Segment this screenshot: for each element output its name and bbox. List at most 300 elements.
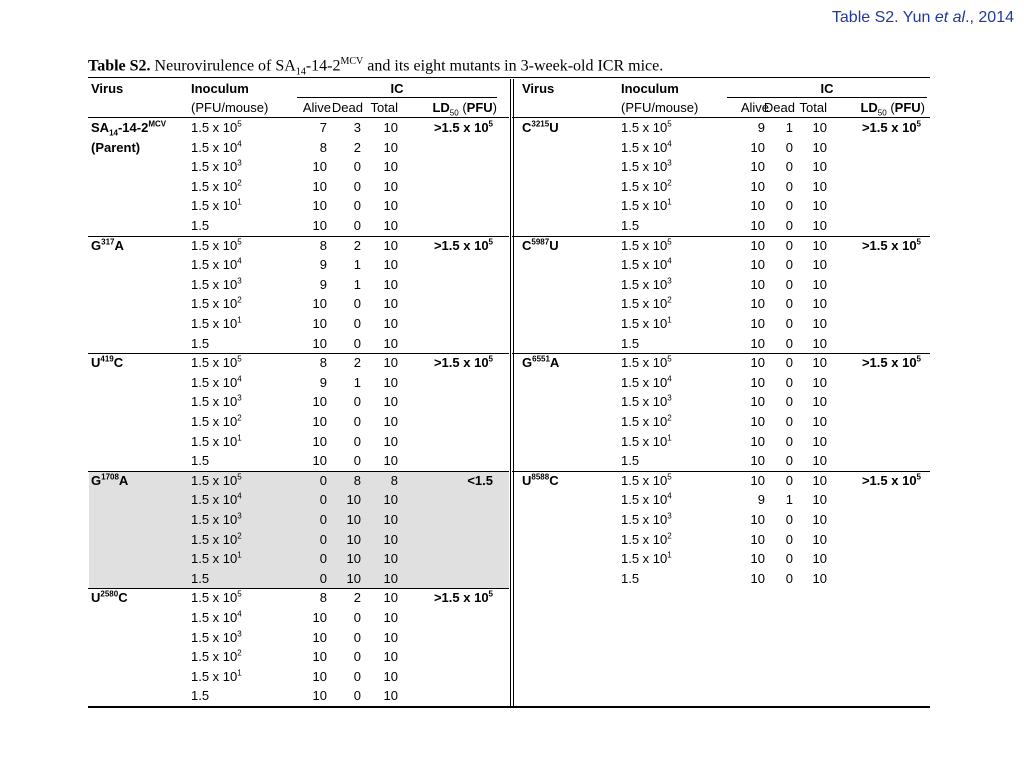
- inoculum-exp: 3: [237, 511, 242, 521]
- inoculum-base: 1.5 x 10: [621, 551, 668, 567]
- right-inoculum-value: [621, 316, 672, 331]
- inoculum-base: 1.5 x 10: [621, 531, 668, 547]
- left-inoculum-value: [191, 532, 242, 547]
- right-total-value: 10: [812, 394, 827, 410]
- left-total-value: 10: [383, 139, 398, 155]
- inoculum-exp: 2: [667, 531, 672, 541]
- left-inoculum-value: [191, 394, 242, 409]
- inoculum-exp: 5: [237, 237, 242, 247]
- page-reference: [832, 9, 1014, 27]
- right-dead-value: 0: [785, 472, 793, 488]
- left-inoculum-value: [191, 375, 242, 390]
- right-dead-value: 1: [785, 120, 793, 135]
- inoculum-base: 1.5: [621, 218, 640, 233]
- left-inoculum-value: [191, 355, 242, 370]
- left-alive-value: 10: [312, 629, 327, 645]
- inoculum-exp: 4: [667, 139, 672, 149]
- left-total-value: 10: [383, 551, 398, 567]
- right-total-value: 10: [812, 296, 827, 312]
- left-virus-name: [91, 590, 128, 605]
- caption-sub: 14: [295, 66, 306, 78]
- left-alive-value: 0: [319, 551, 327, 567]
- inoculum-base: 1.5 x 10: [621, 394, 668, 410]
- inoculum-base: 1.5 x 10: [621, 512, 668, 527]
- left-dead-value: 0: [353, 668, 361, 684]
- inoculum-exp: 3: [237, 629, 242, 639]
- ld50-exp: 5: [916, 354, 921, 364]
- left-alive-value: 10: [312, 433, 327, 449]
- right-alive-value: 10: [750, 276, 765, 292]
- inoculum-exp: 1: [237, 668, 242, 678]
- inoculum-exp: 3: [667, 394, 672, 404]
- right-alive-value: 10: [750, 237, 765, 253]
- left-inoculum-value: [191, 434, 242, 449]
- inoculum-exp: 4: [237, 609, 242, 619]
- right-dead-value: 0: [785, 257, 793, 273]
- right-alive-value: 10: [750, 551, 765, 567]
- right-total-value: 10: [812, 316, 827, 331]
- right-header-ic: IC: [820, 81, 834, 96]
- ld50-base: >1.5 x 10: [433, 355, 489, 371]
- right-dead-value: 0: [785, 355, 793, 371]
- inoculum-exp: 4: [237, 374, 242, 384]
- left-total-value: 10: [383, 610, 398, 625]
- right-inoculum-value: [621, 277, 672, 292]
- inoculum-base: 1.5: [621, 335, 640, 351]
- left-ld50-value: [393, 590, 493, 605]
- left-inoculum-value: [191, 492, 242, 507]
- inoculum-exp: 2: [237, 531, 242, 541]
- left-virus-name-line2: (Parent): [91, 139, 141, 155]
- right-total-value: 10: [812, 355, 827, 371]
- left-alive-value: 0: [319, 472, 327, 488]
- left-inoculum-value: [191, 669, 242, 684]
- right-inoculum-value: [621, 492, 672, 507]
- right-inoculum-value: [621, 218, 639, 233]
- right-inoculum-value: [621, 375, 672, 390]
- left-total-value: 10: [383, 257, 398, 273]
- inoculum-exp: 5: [667, 354, 672, 364]
- right-dead-value: 1: [785, 492, 793, 508]
- inoculum-exp: 5: [237, 590, 242, 600]
- right-total-value: 10: [812, 453, 827, 469]
- inoculum-base: 1.5 x 10: [191, 433, 238, 449]
- left-header-pfu-mouse: (PFU/mouse): [191, 100, 269, 115]
- inoculum-base: 1.5 x 10: [621, 316, 668, 331]
- ld50-base: >1.5 x 10: [433, 590, 489, 606]
- virus-name-text: C: [549, 472, 559, 488]
- virus-name-sup: 5987: [531, 237, 550, 247]
- inoculum-exp: 3: [667, 158, 672, 168]
- left-alive-value: 8: [319, 590, 327, 606]
- left-dead-value: 10: [346, 512, 361, 527]
- right-alive-value: 10: [750, 433, 765, 449]
- left-inoculum-value: [191, 512, 242, 527]
- inoculum-exp: 5: [667, 472, 672, 482]
- inoculum-base: 1.5 x 10: [621, 198, 668, 214]
- left-alive-value: 8: [319, 355, 327, 371]
- inoculum-base: 1.5 x 10: [621, 414, 668, 429]
- caption-text-c: and its eight mutants in 3-week-old ICR mice.: [363, 57, 664, 75]
- right-alive-value: 10: [750, 414, 765, 429]
- right-alive-value: 10: [750, 178, 765, 194]
- right-inoculum-value: [621, 296, 672, 311]
- right-virus-name: [522, 120, 559, 135]
- inoculum-exp: 4: [237, 256, 242, 266]
- left-total-value: 10: [383, 453, 398, 469]
- left-dead-value: 2: [353, 237, 361, 253]
- virus-name-text: G: [91, 237, 102, 253]
- right-ld50-value: [821, 238, 921, 253]
- column-divider: [510, 79, 514, 706]
- ld50-base: <1.5: [467, 472, 493, 488]
- left-dead-value: 0: [353, 198, 361, 214]
- inoculum-base: 1.5 x 10: [191, 551, 238, 567]
- left-alive-value: 10: [312, 159, 327, 175]
- left-total-value: 10: [383, 276, 398, 292]
- left-virus-name: [91, 119, 167, 138]
- right-inoculum-value: [621, 473, 672, 488]
- ld-label: LD: [860, 100, 878, 115]
- left-header-alive: Alive: [302, 100, 331, 115]
- inoculum-base: 1.5 x 10: [191, 590, 238, 606]
- left-inoculum-value: [191, 179, 242, 194]
- left-inoculum-value: [191, 296, 242, 311]
- ld50-exp: 5: [916, 237, 921, 247]
- right-total-value: 10: [812, 531, 827, 547]
- left-total-value: 10: [383, 178, 398, 194]
- inoculum-base: 1.5 x 10: [191, 492, 238, 508]
- left-total-value: 8: [390, 472, 398, 488]
- left-group-separator: [88, 471, 509, 472]
- left-inoculum-value: [191, 120, 242, 135]
- right-dead-value: 0: [785, 531, 793, 547]
- right-total-value: 10: [812, 139, 827, 155]
- right-group-separator: [512, 471, 930, 472]
- inoculum-base: 1.5 x 10: [621, 139, 668, 155]
- right-virus-name: [522, 238, 559, 253]
- left-alive-value: 0: [319, 570, 327, 586]
- left-alive-value: 10: [312, 198, 327, 214]
- left-alive-value: 10: [312, 668, 327, 684]
- right-total-value: 10: [812, 414, 827, 429]
- inoculum-exp: 3: [667, 511, 672, 521]
- virus-name-sup: 1708: [101, 472, 119, 482]
- left-inoculum-value: [191, 630, 242, 645]
- ld50-exp: 5: [488, 237, 493, 247]
- inoculum-exp: 5: [237, 354, 242, 364]
- inoculum-exp: 4: [667, 374, 672, 384]
- left-total-value: 10: [383, 355, 398, 371]
- left-virus-name: [91, 473, 128, 488]
- virus-name-text: C: [113, 355, 124, 371]
- left-alive-value: 10: [312, 688, 327, 704]
- inoculum-exp: 4: [237, 492, 242, 502]
- inoculum-exp: 2: [667, 178, 672, 188]
- ld50-base: >1.5 x 10: [433, 120, 489, 135]
- right-dead-value: 0: [785, 296, 793, 312]
- left-total-value: 10: [383, 335, 398, 351]
- left-inoculum-value: [191, 590, 242, 605]
- left-dead-value: 0: [353, 159, 361, 175]
- inoculum-base: 1.5 x 10: [621, 472, 668, 488]
- right-inoculum-value: [621, 179, 672, 194]
- left-inoculum-value: [191, 453, 209, 468]
- inoculum-base: 1.5 x 10: [191, 257, 238, 273]
- left-inoculum-value: [191, 238, 242, 253]
- virus-name-sup: 3215: [531, 119, 550, 129]
- left-inoculum-value: [191, 571, 209, 586]
- right-inoculum-value: [621, 355, 672, 370]
- right-total-value: 10: [812, 512, 827, 527]
- inoculum-base: 1.5 x 10: [191, 120, 238, 135]
- inoculum-base: 1.5 x 10: [191, 355, 238, 371]
- right-dead-value: 0: [785, 218, 793, 233]
- left-alive-value: 7: [319, 120, 327, 135]
- left-dead-value: 10: [346, 551, 361, 567]
- virus-name-text: C: [522, 237, 532, 253]
- right-dead-value: 0: [785, 139, 793, 155]
- right-alive-value: 10: [750, 296, 765, 312]
- inoculum-exp: 2: [237, 296, 242, 306]
- table-caption: [88, 56, 663, 78]
- inoculum-base: 1.5: [621, 453, 640, 469]
- virus-name-text: A: [118, 472, 129, 488]
- left-alive-value: 8: [319, 139, 327, 155]
- left-inoculum-value: [191, 159, 242, 174]
- virus-name-sup: 8588: [531, 472, 550, 482]
- inoculum-base: 1.5 x 10: [191, 668, 238, 684]
- right-total-value: 10: [812, 218, 827, 233]
- left-inoculum-value: [191, 473, 242, 488]
- right-total-value: 10: [812, 257, 827, 273]
- right-alive-value: 10: [750, 257, 765, 273]
- left-alive-value: 10: [312, 610, 327, 625]
- left-inoculum-value: [191, 551, 242, 566]
- inoculum-base: 1.5 x 10: [191, 610, 238, 625]
- left-alive-value: 9: [319, 374, 327, 390]
- inoculum-exp: 5: [667, 119, 672, 129]
- ld50-exp: 5: [916, 472, 921, 482]
- left-inoculum-value: [191, 336, 209, 351]
- inoculum-exp: 1: [237, 550, 242, 560]
- inoculum-exp: 5: [237, 119, 242, 129]
- inoculum-base: 1.5 x 10: [621, 159, 668, 175]
- inoculum-exp: 1: [237, 433, 242, 443]
- virus-name-text: A: [549, 355, 560, 371]
- left-dead-value: 1: [353, 276, 361, 292]
- right-inoculum-value: [621, 336, 639, 351]
- inoculum-base: 1.5: [621, 570, 640, 586]
- left-ld50-value: [393, 355, 493, 370]
- right-dead-value: 0: [785, 551, 793, 567]
- inoculum-base: 1.5 x 10: [621, 237, 668, 253]
- right-alive-value: 10: [750, 218, 765, 233]
- left-alive-value: 10: [312, 394, 327, 410]
- left-alive-value: 10: [312, 414, 327, 429]
- left-alive-value: 10: [312, 178, 327, 194]
- right-alive-value: 10: [750, 512, 765, 527]
- table-bottom-rule: [88, 706, 930, 708]
- right-inoculum-value: [621, 140, 672, 155]
- inoculum-exp: 3: [237, 394, 242, 404]
- right-inoculum-value: [621, 532, 672, 547]
- inoculum-exp: 2: [237, 413, 242, 423]
- left-group-separator: [88, 236, 509, 237]
- ld50-base: >1.5 x 10: [861, 120, 917, 135]
- caption-text-b: -14-2: [305, 57, 341, 75]
- caption-label: Table S2.: [88, 57, 151, 75]
- left-total-value: 10: [383, 492, 398, 508]
- left-dead-value: 0: [353, 316, 361, 331]
- inoculum-base: 1.5 x 10: [621, 120, 668, 135]
- ld-pfu: PFU: [894, 100, 921, 115]
- left-total-value: 10: [383, 512, 398, 527]
- right-alive-value: 10: [750, 531, 765, 547]
- right-header-virus: Virus: [522, 81, 555, 96]
- left-alive-value: 10: [312, 649, 327, 665]
- inoculum-exp: 2: [237, 648, 242, 658]
- virus-name-text: U: [91, 355, 101, 371]
- left-inoculum-value: [191, 218, 209, 233]
- right-dead-value: 0: [785, 512, 793, 527]
- left-alive-value: 0: [319, 492, 327, 508]
- left-dead-value: 2: [353, 590, 361, 606]
- left-header-separator: [88, 117, 509, 118]
- ld50-base: >1.5 x 10: [433, 237, 489, 253]
- inoculum-base: 1.5 x 10: [191, 276, 238, 292]
- right-total-value: 10: [812, 237, 827, 253]
- virus-name-sup: 6551: [532, 354, 550, 364]
- left-header-total: Total: [370, 100, 398, 115]
- right-dead-value: 0: [785, 453, 793, 469]
- inoculum-exp: 4: [667, 256, 672, 266]
- left-alive-value: 10: [312, 296, 327, 312]
- right-total-value: 10: [812, 374, 827, 390]
- left-total-value: 10: [383, 531, 398, 547]
- inoculum-base: 1.5 x 10: [621, 492, 668, 508]
- inoculum-exp: 1: [667, 198, 672, 208]
- virus-name-text: U: [549, 120, 559, 135]
- right-dead-value: 0: [785, 237, 793, 253]
- inoculum-base: 1.5 x 10: [191, 178, 238, 194]
- left-total-value: 10: [383, 570, 398, 586]
- left-total-value: 10: [383, 374, 398, 390]
- inoculum-base: 1.5: [191, 335, 210, 351]
- inoculum-base: 1.5 x 10: [191, 472, 238, 488]
- left-alive-value: 9: [319, 276, 327, 292]
- left-dead-value: 0: [353, 178, 361, 194]
- left-total-value: 10: [383, 237, 398, 253]
- left-dead-value: 1: [353, 257, 361, 273]
- right-dead-value: 0: [785, 178, 793, 194]
- inoculum-base: 1.5 x 10: [621, 296, 668, 312]
- right-inoculum-value: [621, 257, 672, 272]
- inoculum-base: 1.5 x 10: [621, 178, 668, 194]
- inoculum-base: 1.5 x 10: [621, 257, 668, 273]
- right-dead-value: 0: [785, 570, 793, 586]
- right-dead-value: 0: [785, 159, 793, 175]
- left-alive-value: 10: [312, 335, 327, 351]
- caption-sup: MCV: [340, 56, 364, 67]
- left-total-value: 10: [383, 629, 398, 645]
- right-total-value: 10: [812, 433, 827, 449]
- right-header-ld50: [825, 100, 925, 118]
- right-group-separator: [512, 236, 930, 237]
- left-dead-value: 0: [353, 296, 361, 312]
- ld-sub: 50: [449, 108, 459, 118]
- left-total-value: 10: [383, 316, 398, 331]
- left-total-value: 10: [383, 590, 398, 606]
- right-total-value: 10: [812, 178, 827, 194]
- right-inoculum-value: [621, 198, 672, 213]
- left-dead-value: 2: [353, 139, 361, 155]
- right-dead-value: 0: [785, 335, 793, 351]
- inoculum-base: 1.5 x 10: [191, 139, 238, 155]
- virus-name-text: G: [522, 355, 533, 371]
- virus-name-sup: MCV: [148, 119, 167, 129]
- virus-name-sup: 2580: [100, 590, 119, 600]
- inoculum-base: 1.5 x 10: [191, 512, 238, 527]
- right-ld50-value: [821, 120, 921, 135]
- left-inoculum-value: [191, 610, 242, 625]
- inoculum-base: 1.5 x 10: [621, 374, 668, 390]
- inoculum-exp: 3: [237, 158, 242, 168]
- left-alive-value: 8: [319, 237, 327, 253]
- left-total-value: 10: [383, 120, 398, 135]
- left-dead-value: 0: [353, 218, 361, 233]
- left-dead-value: 3: [353, 120, 361, 135]
- virus-name-sup: 317: [101, 237, 115, 247]
- ld50-exp: 5: [488, 590, 493, 600]
- right-header-dead: Dead: [763, 100, 795, 115]
- right-dead-value: 0: [785, 414, 793, 429]
- inoculum-exp: 2: [667, 296, 672, 306]
- right-inoculum-value: [621, 238, 672, 253]
- left-header-ld50: [397, 100, 497, 118]
- left-inoculum-value: [191, 649, 242, 664]
- left-alive-value: 10: [312, 218, 327, 233]
- right-total-value: 10: [812, 159, 827, 175]
- left-total-value: 10: [383, 688, 398, 704]
- left-dead-value: 0: [353, 453, 361, 469]
- left-inoculum-value: [191, 257, 242, 272]
- inoculum-base: 1.5: [191, 688, 210, 704]
- inoculum-base: 1.5 x 10: [191, 316, 238, 331]
- right-inoculum-value: [621, 394, 672, 409]
- virus-name-text: U: [549, 237, 559, 253]
- right-total-value: 10: [812, 198, 827, 214]
- left-dead-value: 0: [353, 433, 361, 449]
- inoculum-exp: 3: [667, 276, 672, 286]
- ld50-base: >1.5 x 10: [861, 237, 917, 253]
- right-ld50-value: [821, 473, 921, 488]
- ld50-exp: 5: [488, 354, 493, 364]
- left-dead-value: 2: [353, 355, 361, 371]
- inoculum-base: 1.5: [191, 570, 210, 586]
- right-alive-value: 10: [750, 374, 765, 390]
- left-header-dead: Dead: [331, 100, 363, 115]
- inoculum-base: 1.5 x 10: [191, 198, 238, 214]
- right-total-value: 10: [812, 551, 827, 567]
- caption-text: Neurovirulence of SA: [150, 57, 296, 75]
- right-header-separator: [512, 117, 930, 118]
- right-header-total: Total: [799, 100, 827, 115]
- right-alive-value: 10: [750, 335, 765, 351]
- right-ic-underline: [727, 97, 927, 98]
- ld50-base: >1.5 x 10: [861, 355, 917, 371]
- right-total-value: 10: [812, 335, 827, 351]
